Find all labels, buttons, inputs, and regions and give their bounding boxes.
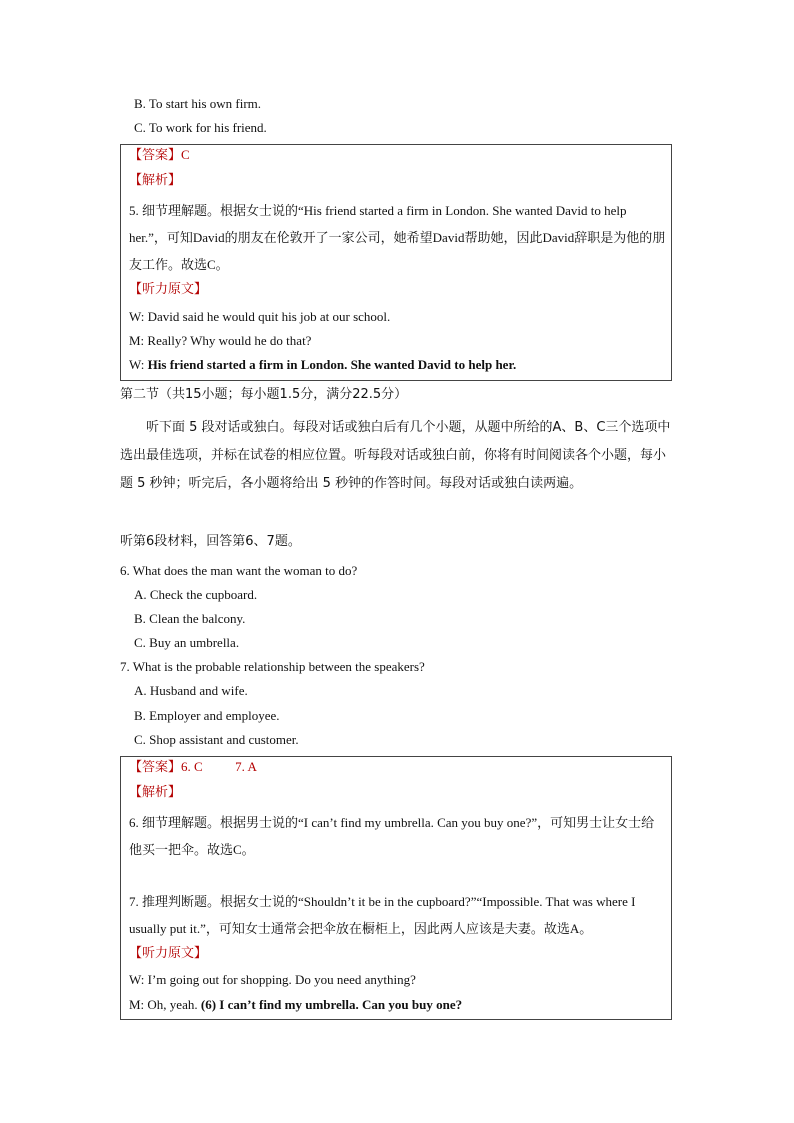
transcript-line-key (129, 996, 462, 1014)
question-option: B. Employer and employee. (134, 708, 280, 723)
question-option: C. Shop assistant and customer. (134, 732, 299, 747)
analysis-q6: 6. 细节理解题。根据男士说的“I can’t find my umbrella. Can you buy one?”，可知男士让女士给他买一把伞。故选C。 (129, 815, 655, 857)
analysis-text: 5. 细节理解题。根据女士说的“His friend started a firm in London. She wanted David to help her.”，可知David的朋友在伦敦开了一家公司，她希望David帮助她，因此David辞职是为他的朋友工作。故选C。 (129, 203, 666, 272)
question-option: B. Clean the balcony. (134, 611, 246, 626)
transcript-line: W: I’m going out for shopping. Do you need anything? (129, 972, 416, 987)
speaker-label: M: Oh, yeah. (129, 997, 198, 1012)
analysis-q7: 7. 推理判断题。根据女士说的“Shouldn’t it be in the cupboard?”“Impossible. That was where I usually put it.”，可知女士通常会把伞放在橱柜上，因此两人应该是夫妻。故选A。 (129, 894, 636, 936)
answer-box-q5 (120, 144, 672, 381)
speaker-label: W: (129, 357, 145, 372)
key-sentence: His friend started a firm in London. She wanted David to help her. (147, 357, 517, 372)
section-instructions: 听下面 5 段对话或独白。每段对话或独白后有几个小题，从题中所给的A、B、C三个选项中选出最佳选项，并标在试卷的相应位置。听每段对话或独白前，你将有时间阅读各个小题，每小题 5 秒钟；听完后，各小题将给出 5 秒钟的作答时间。每段对话或独白读两遍。 (120, 420, 671, 491)
section-heading: 第二节（共15小题；每小题1.5分，满分22.5分） (120, 387, 408, 402)
answer-value: C (181, 147, 190, 162)
material-note: 听第6段材料，回答第6、7题。 (120, 534, 301, 549)
question-option: A. Husband and wife. (134, 683, 248, 698)
answer-row (129, 758, 257, 777)
analysis-tag: 【解析】 (129, 785, 182, 800)
answer-tag: 【答案】 (129, 760, 182, 775)
transcript-line: M: Really? Why would he do that? (129, 333, 312, 348)
transcript-tag: 【听力原文】 (129, 282, 208, 297)
question-option: C. Buy an umbrella. (134, 635, 240, 650)
question-stem: 6. What does the man want the woman to do? (120, 563, 358, 578)
transcript-line-key (129, 356, 516, 374)
option-b: B. To start his own firm. (134, 96, 262, 111)
option-c: C. To work for his friend. (134, 120, 267, 135)
answer-row (129, 146, 190, 165)
transcript-tag: 【听力原文】 (129, 946, 208, 961)
analysis-tag: 【解析】 (129, 173, 182, 188)
answer-tag: 【答案】 (129, 148, 182, 163)
question-stem: 7. What is the probable relationship between the speakers? (120, 659, 425, 674)
key-sentence: (6) I can’t find my umbrella. Can you buy one? (200, 997, 463, 1012)
transcript-line: W: David said he would quit his job at our school. (129, 309, 391, 324)
answer-box-q6-7 (120, 756, 672, 1020)
question-option: A. Check the cupboard. (134, 587, 258, 602)
answer-value: 6. C 7. A (181, 759, 257, 774)
